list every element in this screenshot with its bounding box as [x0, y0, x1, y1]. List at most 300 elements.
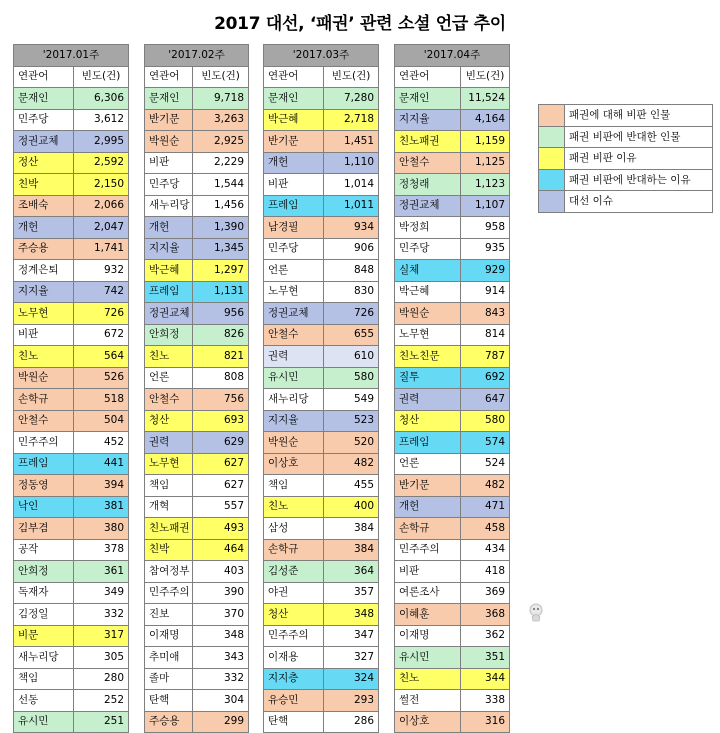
keyword-cell: 새누리당	[264, 389, 324, 411]
table-row	[145, 152, 249, 174]
column-header-count: 빈도(건)	[193, 66, 249, 88]
count-cell: 2,047	[74, 217, 129, 239]
count-cell: 11,524	[461, 88, 510, 110]
sticker-icon	[527, 602, 545, 622]
count-cell: 7,280	[324, 88, 379, 110]
count-cell: 4,164	[461, 109, 510, 131]
keyword-cell: 개헌	[395, 496, 461, 518]
keyword-cell: 민주당	[145, 174, 193, 196]
keyword-cell: 언론	[145, 367, 193, 389]
table-row	[264, 174, 379, 196]
table-row	[145, 539, 249, 561]
keyword-cell: 안희정	[145, 324, 193, 346]
keyword-cell: 정청래	[395, 174, 461, 196]
count-cell: 742	[74, 281, 129, 303]
table-row	[264, 346, 379, 368]
table-row	[264, 367, 379, 389]
table-row	[264, 152, 379, 174]
keyword-cell: 지지율	[14, 281, 74, 303]
keyword-cell: 박원순	[145, 131, 193, 153]
table-row	[145, 582, 249, 604]
keyword-cell: 친노	[145, 346, 193, 368]
count-cell: 349	[74, 582, 129, 604]
keyword-cell: 권력	[264, 346, 324, 368]
keyword-cell: 책임	[145, 475, 193, 497]
table-row	[145, 647, 249, 669]
count-cell: 2,229	[193, 152, 249, 174]
table-row	[14, 260, 129, 282]
column-header-word: 연관어	[145, 66, 193, 88]
legend-item	[539, 105, 713, 127]
count-cell: 520	[324, 432, 379, 454]
table-row	[264, 109, 379, 131]
count-cell: 647	[461, 389, 510, 411]
table-row	[145, 346, 249, 368]
keyword-cell: 민주주의	[145, 582, 193, 604]
count-cell: 610	[324, 346, 379, 368]
keyword-cell: 김정일	[14, 604, 74, 626]
count-cell: 384	[324, 539, 379, 561]
keyword-cell: 비판	[145, 152, 193, 174]
count-cell: 929	[461, 260, 510, 282]
count-cell: 338	[461, 690, 510, 712]
count-cell: 692	[461, 367, 510, 389]
keyword-cell: 주승용	[145, 711, 193, 733]
count-cell: 3,612	[74, 109, 129, 131]
keyword-cell: 지지율	[145, 238, 193, 260]
keyword-cell: 안철수	[264, 324, 324, 346]
table-row	[395, 625, 510, 647]
count-cell: 324	[324, 668, 379, 690]
count-cell: 394	[74, 475, 129, 497]
count-cell: 305	[74, 647, 129, 669]
table-row	[14, 647, 129, 669]
count-cell: 726	[324, 303, 379, 325]
keyword-cell: 삼성	[264, 518, 324, 540]
keyword-cell: 남경필	[264, 217, 324, 239]
count-cell: 504	[74, 410, 129, 432]
count-cell: 9,718	[193, 88, 249, 110]
count-cell: 1,544	[193, 174, 249, 196]
keyword-cell: 언론	[395, 453, 461, 475]
table-row	[264, 303, 379, 325]
count-cell: 332	[74, 604, 129, 626]
table-row	[264, 582, 379, 604]
table-row	[264, 88, 379, 110]
count-cell: 452	[74, 432, 129, 454]
count-cell: 1,011	[324, 195, 379, 217]
legend	[538, 104, 713, 213]
count-cell: 434	[461, 539, 510, 561]
keyword-cell: 노무현	[14, 303, 74, 325]
table-row	[145, 604, 249, 626]
count-cell: 332	[193, 668, 249, 690]
table-row	[14, 539, 129, 561]
table-row	[264, 389, 379, 411]
count-cell: 347	[324, 625, 379, 647]
keyword-cell: 문재인	[264, 88, 324, 110]
table-row	[395, 410, 510, 432]
count-cell: 814	[461, 324, 510, 346]
table-row	[14, 324, 129, 346]
legend-swatch	[539, 191, 565, 213]
keyword-cell: 지지율	[395, 109, 461, 131]
count-cell: 934	[324, 217, 379, 239]
keyword-cell: 친노친문	[395, 346, 461, 368]
table-row	[14, 518, 129, 540]
keyword-cell: 탄핵	[264, 711, 324, 733]
keyword-cell: 비판	[395, 561, 461, 583]
table-row	[145, 217, 249, 239]
table-row	[14, 625, 129, 647]
count-cell: 524	[461, 453, 510, 475]
table-row	[14, 174, 129, 196]
count-cell: 390	[193, 582, 249, 604]
table-row	[264, 324, 379, 346]
count-cell: 286	[324, 711, 379, 733]
keyword-cell: 권력	[145, 432, 193, 454]
table-row	[264, 496, 379, 518]
count-cell: 293	[324, 690, 379, 712]
table-row	[14, 475, 129, 497]
keyword-cell: 청산	[145, 410, 193, 432]
keyword-cell: 개헌	[264, 152, 324, 174]
count-cell: 1,110	[324, 152, 379, 174]
table-row	[14, 152, 129, 174]
keyword-cell: 주승용	[14, 238, 74, 260]
keyword-cell: 지지율	[264, 410, 324, 432]
keyword-cell: 이상호	[264, 453, 324, 475]
keyword-cell: 민주주의	[14, 432, 74, 454]
count-cell: 672	[74, 324, 129, 346]
keyword-cell: 친노	[14, 346, 74, 368]
count-cell: 1,107	[461, 195, 510, 217]
table-row	[395, 131, 510, 153]
keyword-cell: 개헌	[145, 217, 193, 239]
count-cell: 403	[193, 561, 249, 583]
week-header: '2017.04주	[395, 45, 510, 67]
keyword-cell: 이재명	[395, 625, 461, 647]
keyword-cell: 민주당	[14, 109, 74, 131]
count-cell: 564	[74, 346, 129, 368]
keyword-cell: 친박	[14, 174, 74, 196]
count-cell: 1,014	[324, 174, 379, 196]
count-cell: 364	[324, 561, 379, 583]
count-cell: 826	[193, 324, 249, 346]
column-header-word: 연관어	[264, 66, 324, 88]
count-cell: 1,125	[461, 152, 510, 174]
count-cell: 464	[193, 539, 249, 561]
count-cell: 1,390	[193, 217, 249, 239]
legend-label: 패권에 대해 비판 인물	[565, 105, 713, 127]
table-row	[145, 625, 249, 647]
keyword-cell: 독재자	[14, 582, 74, 604]
count-cell: 557	[193, 496, 249, 518]
count-cell: 549	[324, 389, 379, 411]
table-row	[264, 475, 379, 497]
week-header: '2017.01주	[14, 45, 129, 67]
table-row	[395, 453, 510, 475]
keyword-cell: 권력	[395, 389, 461, 411]
count-cell: 471	[461, 496, 510, 518]
table-row	[395, 647, 510, 669]
table-row	[395, 303, 510, 325]
count-cell: 3,263	[193, 109, 249, 131]
count-cell: 1,456	[193, 195, 249, 217]
count-cell: 627	[193, 475, 249, 497]
keyword-cell: 유시민	[264, 367, 324, 389]
count-cell: 304	[193, 690, 249, 712]
count-cell: 932	[74, 260, 129, 282]
count-cell: 351	[461, 647, 510, 669]
keyword-cell: 정산	[14, 152, 74, 174]
keyword-cell: 청산	[395, 410, 461, 432]
keyword-cell: 새누리당	[14, 647, 74, 669]
table-row	[264, 281, 379, 303]
keyword-cell: 친노	[395, 668, 461, 690]
keyword-cell: 민주주의	[395, 539, 461, 561]
table-row	[264, 238, 379, 260]
column-header-word: 연관어	[14, 66, 74, 88]
column-header-word: 연관어	[395, 66, 461, 88]
count-cell: 369	[461, 582, 510, 604]
count-cell: 756	[193, 389, 249, 411]
keyword-cell: 노무현	[145, 453, 193, 475]
keyword-cell: 친노	[264, 496, 324, 518]
keyword-cell: 개헌	[14, 217, 74, 239]
table-row	[264, 217, 379, 239]
keyword-cell: 민주당	[264, 238, 324, 260]
legend-label: 대선 이슈	[565, 191, 713, 213]
table-row	[145, 195, 249, 217]
table-row	[395, 496, 510, 518]
count-cell: 455	[324, 475, 379, 497]
table-row	[395, 539, 510, 561]
table-row	[145, 174, 249, 196]
table-row	[395, 604, 510, 626]
keyword-cell: 야권	[264, 582, 324, 604]
keyword-cell: 반기문	[145, 109, 193, 131]
table-row	[14, 561, 129, 583]
count-cell: 343	[193, 647, 249, 669]
table-row	[145, 410, 249, 432]
keyword-cell: 비판	[14, 324, 74, 346]
count-cell: 2,592	[74, 152, 129, 174]
table-row	[395, 217, 510, 239]
keyword-cell: 지지층	[264, 668, 324, 690]
count-cell: 821	[193, 346, 249, 368]
count-cell: 787	[461, 346, 510, 368]
count-cell: 482	[324, 453, 379, 475]
table-row	[145, 367, 249, 389]
count-cell: 251	[74, 711, 129, 733]
table-row	[145, 281, 249, 303]
table-row	[145, 496, 249, 518]
table-row	[264, 711, 379, 733]
count-cell: 2,925	[193, 131, 249, 153]
count-cell: 357	[324, 582, 379, 604]
count-cell: 458	[461, 518, 510, 540]
count-cell: 1,741	[74, 238, 129, 260]
keyword-cell: 박근혜	[395, 281, 461, 303]
keyword-cell: 조배숙	[14, 195, 74, 217]
table-row	[264, 260, 379, 282]
count-cell: 1,451	[324, 131, 379, 153]
table-row	[395, 324, 510, 346]
keyword-cell: 이혜훈	[395, 604, 461, 626]
keyword-cell: 이재용	[264, 647, 324, 669]
column-header-count: 빈도(건)	[461, 66, 510, 88]
legend-label: 패권 비판에 반대한 인물	[565, 126, 713, 148]
count-cell: 848	[324, 260, 379, 282]
count-cell: 523	[324, 410, 379, 432]
count-cell: 808	[193, 367, 249, 389]
week-table-4	[394, 44, 510, 733]
count-cell: 378	[74, 539, 129, 561]
table-row	[264, 647, 379, 669]
table-row	[145, 109, 249, 131]
table-row	[395, 281, 510, 303]
count-cell: 906	[324, 238, 379, 260]
keyword-cell: 썰전	[395, 690, 461, 712]
table-row	[395, 88, 510, 110]
table-row	[14, 195, 129, 217]
count-cell: 655	[324, 324, 379, 346]
keyword-cell: 공작	[14, 539, 74, 561]
legend-item	[539, 148, 713, 170]
table-row	[14, 389, 129, 411]
count-cell: 956	[193, 303, 249, 325]
count-cell: 2,150	[74, 174, 129, 196]
week-header: '2017.03주	[264, 45, 379, 67]
table-row	[145, 561, 249, 583]
table-row	[395, 561, 510, 583]
table-row	[14, 582, 129, 604]
keyword-cell: 김성준	[264, 561, 324, 583]
table-row	[14, 410, 129, 432]
count-cell: 843	[461, 303, 510, 325]
table-row	[14, 346, 129, 368]
table-row	[14, 367, 129, 389]
table-row	[14, 217, 129, 239]
count-cell: 368	[461, 604, 510, 626]
table-row	[395, 582, 510, 604]
keyword-cell: 정계은퇴	[14, 260, 74, 282]
legend-swatch	[539, 105, 565, 127]
keyword-cell: 프레임	[14, 453, 74, 475]
table-row	[395, 475, 510, 497]
keyword-cell: 유시민	[14, 711, 74, 733]
keyword-cell: 박원순	[264, 432, 324, 454]
table-row	[395, 389, 510, 411]
table-row	[145, 389, 249, 411]
keyword-cell: 손학규	[395, 518, 461, 540]
keyword-cell: 추미애	[145, 647, 193, 669]
keyword-cell: 언론	[264, 260, 324, 282]
count-cell: 574	[461, 432, 510, 454]
keyword-cell: 안철수	[395, 152, 461, 174]
keyword-cell: 책임	[264, 475, 324, 497]
column-header-count: 빈도(건)	[324, 66, 379, 88]
count-cell: 252	[74, 690, 129, 712]
table-row	[395, 367, 510, 389]
keyword-cell: 문재인	[145, 88, 193, 110]
keyword-cell: 친노패권	[395, 131, 461, 153]
keyword-cell: 개혁	[145, 496, 193, 518]
keyword-cell: 낙인	[14, 496, 74, 518]
keyword-cell: 여론조사	[395, 582, 461, 604]
table-row	[145, 453, 249, 475]
keyword-cell: 새누리당	[145, 195, 193, 217]
table-row	[145, 88, 249, 110]
keyword-cell: 유승민	[264, 690, 324, 712]
legend-item	[539, 169, 713, 191]
keyword-cell: 친노패권	[145, 518, 193, 540]
table-row	[264, 195, 379, 217]
table-row	[395, 690, 510, 712]
count-cell: 370	[193, 604, 249, 626]
table-row	[14, 604, 129, 626]
table-row	[395, 238, 510, 260]
table-row	[395, 668, 510, 690]
legend-swatch	[539, 169, 565, 191]
table-row	[264, 432, 379, 454]
keyword-cell: 반기문	[264, 131, 324, 153]
keyword-cell: 이상호	[395, 711, 461, 733]
table-row	[14, 711, 129, 733]
page-title: 2017 대선, ‘패권’ 관련 소셜 언급 추이	[214, 14, 506, 34]
count-cell: 316	[461, 711, 510, 733]
table-row	[395, 518, 510, 540]
keyword-cell: 정권교체	[14, 131, 74, 153]
keyword-cell: 청산	[264, 604, 324, 626]
table-row	[14, 109, 129, 131]
column-header-count: 빈도(건)	[74, 66, 129, 88]
table-row	[264, 604, 379, 626]
keyword-cell: 이재명	[145, 625, 193, 647]
keyword-cell: 친박	[145, 539, 193, 561]
count-cell: 726	[74, 303, 129, 325]
legend-item	[539, 191, 713, 213]
week-table-2	[144, 44, 249, 733]
table-row	[145, 131, 249, 153]
keyword-cell: 진보	[145, 604, 193, 626]
keyword-cell: 선동	[14, 690, 74, 712]
count-cell: 362	[461, 625, 510, 647]
keyword-cell: 프레임	[264, 195, 324, 217]
keyword-cell: 졸마	[145, 668, 193, 690]
table-row	[145, 324, 249, 346]
keyword-cell: 정권교체	[395, 195, 461, 217]
keyword-cell: 손학규	[14, 389, 74, 411]
count-cell: 629	[193, 432, 249, 454]
keyword-cell: 안철수	[145, 389, 193, 411]
keyword-cell: 참여정부	[145, 561, 193, 583]
keyword-cell: 정권교체	[264, 303, 324, 325]
keyword-cell: 손학규	[264, 539, 324, 561]
keyword-cell: 실체	[395, 260, 461, 282]
table-row	[264, 539, 379, 561]
table-row	[264, 561, 379, 583]
table-row	[264, 410, 379, 432]
table-row	[14, 668, 129, 690]
keyword-cell: 민주주의	[264, 625, 324, 647]
count-cell: 361	[74, 561, 129, 583]
week-header: '2017.02주	[145, 45, 249, 67]
keyword-cell: 문재인	[395, 88, 461, 110]
count-cell: 384	[324, 518, 379, 540]
keyword-cell: 문재인	[14, 88, 74, 110]
